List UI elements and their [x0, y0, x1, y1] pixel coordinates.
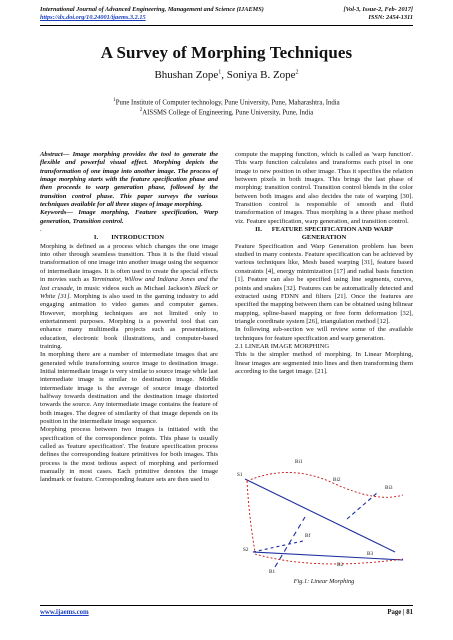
volume-issue: [Vol-3, Issue-2, Feb- 2017] [343, 6, 413, 13]
keywords-text: Image morphing, Feature specification, Warp generation, Transition control. [40, 209, 218, 225]
footer-rule [40, 605, 413, 606]
figure-label-bf: Bf [305, 533, 311, 539]
page-footer [40, 609, 413, 616]
running-header [40, 6, 413, 22]
figure-label-b3: B3 [367, 551, 374, 557]
left-column [40, 151, 218, 485]
header-rule [40, 25, 413, 26]
intro-paragraph-2: In morphing there are a number of intermediate images that are generated while transforming source image to destination image. Initial intermediate image is very similar to source image while last intermediate image is similar to destination image. Middle intermediate image is the average of source image distorted halfway towards destination and the destination image distorted towards the source. Any intermediate image contains the feature of both images. The degree of similarity of that image depends on its position in the intermediate image sequence. [40, 351, 218, 425]
author-1-sup: 1 [218, 69, 222, 76]
intro-p1-a: Morphing is defined as a process which changes the one image into other through seamless transition. Thus it is the fluid visual transformation of one image into another image using the sequence of intermediate images. It is often used to create the special effects in movies such as [40, 242, 218, 284]
affiliation-1 [0, 98, 453, 106]
keywords-label: Keywords— [40, 209, 73, 217]
author-2: Soniya B. Zope [226, 69, 296, 81]
figure-label-bi1: Bi1 [295, 459, 303, 465]
journal-name: International Journal of Advanced Engineering, Management and Science (IJAEMS) [40, 6, 264, 13]
right-column [235, 151, 413, 376]
affiliation-2-text: AISSMS College of Engineering, Pune University, Pune, India [142, 109, 314, 117]
figure-line-bi [347, 493, 377, 519]
doi-link[interactable]: https://dx.doi.org/10.24001/ijaems.3.2.15 [40, 14, 146, 21]
intro-paragraph-1 [40, 243, 218, 351]
page-number: Page | 81 [387, 609, 413, 616]
paper-title: A Survey of Morphing Techniques [100, 43, 353, 62]
figure-curve-left [247, 481, 255, 552]
subsection-2-1-heading: 2.1 LINEAR IMAGE MORPHING [235, 342, 330, 350]
abstract-label: Abstract— [40, 151, 70, 158]
right-paragraph-1: compute the mapping function, which is called as 'warp function'. This warp function calculates and transforms each pixel in one image to new position in other image. Thus it specifies the relation between pixels in both images. This brings the last phase of morphing: transition control. Transition control blends in the color between both images and also decides the rate of warping [30]. Transition control is responsible of smooth and fluid transformation of images. Thus morphing is a three phase method viz. Feature specification, warp generation, and transition control. [235, 151, 413, 225]
abstract [40, 151, 218, 209]
figure-line-bf [253, 541, 303, 552]
figure-curve-top [247, 472, 403, 497]
stray-dot: . [40, 226, 42, 234]
intro-p1-italic: Terminator, Willow and Indiana Jones and the last crusade, [40, 276, 218, 292]
right-paragraph-2: Feature Specification and Warp Generation problem has been studied in many contexts. Feature specification can be achieved by various techniques like, Mesh based warping [31], feature based constraints [4], energy minimization [17] and radial basis function [1]. Feature can also be specified using line segments, curves, points and snakes [32]. Features can be automatically detected and extracted using FDNN and filters [21]. Once the features are specified the mapping between them can be obtained using bilinear mapping, spline-based mapping or free form deformation [32], triangle coordinate system [26], triangulation method [12]. [235, 242, 413, 325]
intro-p1-b: in music videos such as Michael Jackson's [74, 284, 195, 292]
figure-label-bi3: Bi3 [385, 485, 393, 491]
author-line [0, 69, 453, 81]
intro-p1-c: Morphing is also used in the gaming industry to add engaging animation to video games and computer games. However, morphing techniques are not limited only to entertainment purposes. Morphing is a powerful tool that can enhance many multimedia projects such as presentations, education, electronic book illustrations, and computer-based training. [40, 292, 218, 350]
journal-website-link[interactable]: www.ijaems.com [40, 609, 89, 616]
right-paragraph-3: In following sub-section we will review some of the available techniques for feature specification and warp generation. [235, 326, 413, 342]
figure-line-s1 [245, 479, 395, 552]
right-paragraph-4: This is the simpler method of morphing. In Linear Morphing, linear images are segmented into lines and then transforming them according to the target image. [21]. [235, 351, 413, 375]
figure-label-s1: S1 [237, 472, 243, 478]
affiliation-1-sup: 1 [113, 98, 116, 103]
author-1: Bhushan Zope [154, 69, 219, 81]
affiliation-2-sup: 2 [139, 108, 143, 113]
affiliation-1-text: Pune Institute of Computer technology, Pune University, Pune, Maharashtra, India [115, 99, 340, 107]
affiliation-2 [0, 108, 453, 116]
figure-label-b1: B1 [269, 569, 276, 575]
author-sep: , [221, 69, 227, 81]
intro-paragraph-3: Morphing process between two images is initiated with the specification of the correspondence points. This phase is usually called as 'feature specification'. The feature specification process defines the corresponding feature primitives for both images. This process is the most tedious aspect of morphing and performed manually in most cases. Each primitive denotes the image landmark or feature. Corresponding feature sets are then used to [40, 426, 218, 484]
figure-label-bi2: Bi2 [333, 477, 341, 483]
figure-label-b2: B2 [337, 562, 344, 568]
section-2-heading: II. FEATURE SPECIFICATION AND WARP GENERATION [255, 226, 395, 242]
issn: ISSN: 2454-1311 [368, 14, 413, 21]
keywords [40, 209, 218, 226]
section-1-heading: I. INTRODUCTION [93, 234, 165, 242]
linear-morphing-figure [235, 457, 413, 575]
figure-caption: Fig.1: Linear Morphing [293, 578, 355, 585]
abstract-text: Image morphing provides the tool to generate the flexible and powerful visual effect. Morphing depicts the transformation of one image into another image. The process of image morphing starts with the feature specification phase and then proceeds to warp generation phase, followed by the transition control phase. This paper surveys the various techniques available for all three stages of image morphing. [40, 151, 218, 209]
author-2-sup: 2 [295, 69, 299, 76]
intro-p1-italic-2: Black or White [31]. [40, 284, 218, 300]
figure-label-s2: S2 [243, 547, 249, 553]
